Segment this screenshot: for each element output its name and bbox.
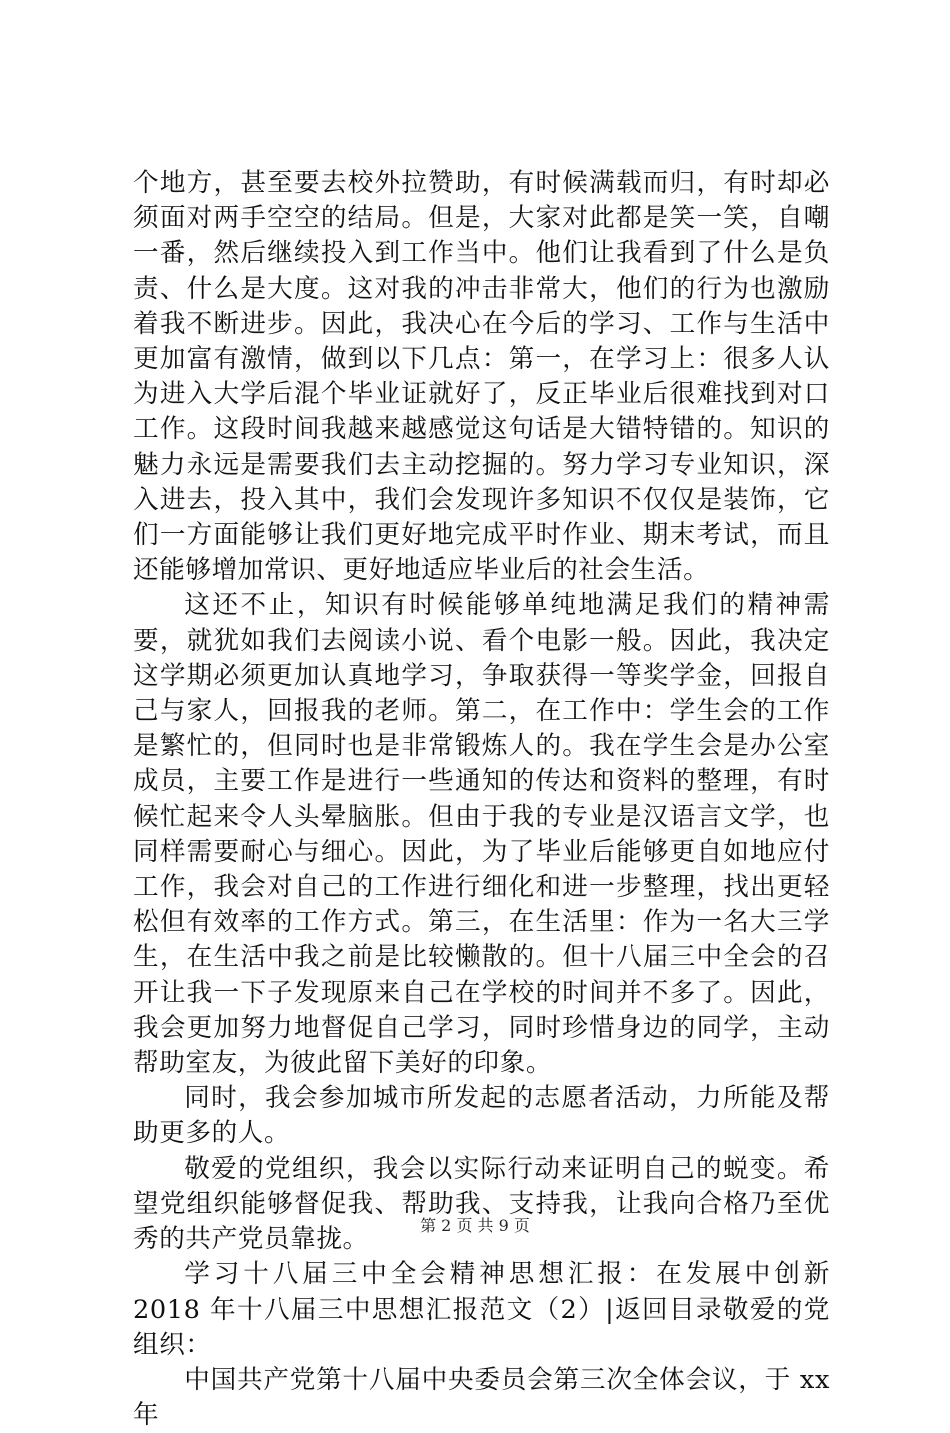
paragraph: 敬爱的党组织，我会以实际行动来证明自己的蜕变。希望党组织能够督促我、帮助我、支持我，让我向合格乃至优秀的共产党员靠拢。	[133, 1153, 830, 1255]
paragraph-section-heading: 学习十八届三中全会精神思想汇报：在发展中创新 2018 年十八届三中思想汇报范文（2）|返回目录敬爱的党组织：	[133, 1259, 830, 1360]
document-body	[133, 166, 830, 1433]
paragraph: 这还不止，知识有时候能够单纯地满足我们的精神需要，就犹如我们去阅读小说、看个电影一般。因此，我决定这学期必须更加认真地学习，争取获得一等奖学金，回报自己与家人，回报我的老师。第二，在工作中：学生会的工作是繁忙的，但同时也是非常锻炼人的。我在学生会是办公室成员，主要工作是进行一些通知的传达和资料的整理，有时候忙起来令人头晕脑胀。但由于我的专业是汉语言文学，也同样需要耐心与细心。因此，为了毕业后能够更自如地应付工作，我会对自己的工作进行细化和进一步整理，找出更轻松但有效率的工作方式。第三，在生活里：作为一名大三学生，在生活中我之前是比较懒散的。但十八届三中全会的召开让我一下子发现原来自己在学校的时间并不多了。因此，我会更加努力地督促自己学习，同时珍惜身边的同学，主动帮助室友，为彼此留下美好的印象。	[133, 590, 830, 1079]
paragraph: 个地方，甚至要去校外拉赞助，有时候满载而归，有时却必须面对两手空空的结局。但是，大家对此都是笑一笑，自嘲一番，然后继续投入到工作当中。他们让我看到了什么是负责、什么是大度。这对我的冲击非常大，他们的行为也激励着我不断进步。因此，我决心在今后的学习、工作与生活中更加富有激情，做到以下几点：第一，在学习上：很多人认为进入大学后混个毕业证就好了，反正毕业后很难找到对口工作。这段时间我越来越感觉这句话是大错特错的。知识的魅力永远是需要我们去主动挖掘的。努力学习专业知识，深入进去，投入其中，我们会发现许多知识不仅仅是装饰，它们一方面能够让我们更好地完成平时作业、期末考试，而且还能够增加常识、更好地适应毕业后的社会生活。	[133, 168, 830, 586]
paragraph: 同时，我会参加城市所发起的志愿者活动，力所能及帮助更多的人。	[133, 1083, 830, 1149]
page-footer: 第 2 页 共 9 页	[420, 1216, 530, 1235]
paragraph: 中国共产党第十八届中央委员会第三次全体会议，于 xx 年	[133, 1364, 830, 1431]
